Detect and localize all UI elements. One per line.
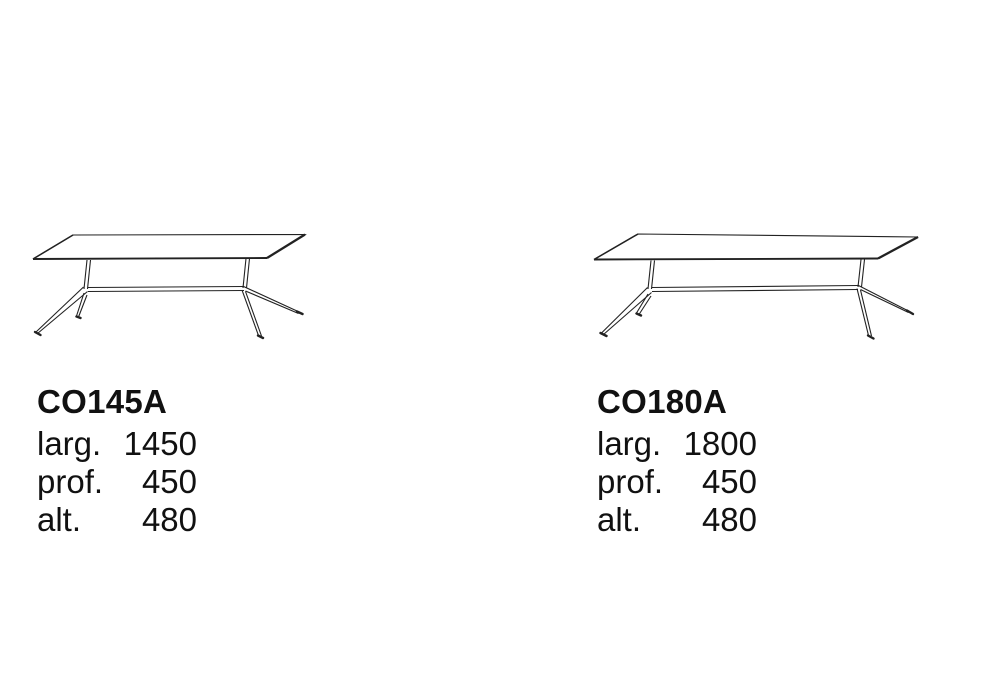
spec-block-co180a xyxy=(597,384,757,539)
dimension-label: alt. xyxy=(597,501,642,538)
low-table-wireframe-icon xyxy=(585,225,925,345)
dimension-label: larg. xyxy=(597,425,662,462)
dimension-row-height xyxy=(597,501,757,539)
dimension-row-depth xyxy=(37,463,197,501)
dimension-value: 480 xyxy=(701,501,757,538)
dimension-row-depth xyxy=(597,463,757,501)
spec-block-co145a xyxy=(37,384,197,539)
dimension-value: 1800 xyxy=(683,425,757,462)
dimension-value: 1450 xyxy=(123,425,197,462)
table-drawing-co145a xyxy=(25,225,315,345)
table-drawing-co180a xyxy=(585,225,925,345)
dimension-label: prof. xyxy=(37,463,104,500)
dimension-value: 450 xyxy=(141,463,197,500)
dimension-value: 450 xyxy=(701,463,757,500)
dimension-row-width xyxy=(597,425,757,463)
low-table-wireframe-icon xyxy=(25,225,315,345)
dimension-value: 480 xyxy=(141,501,197,538)
product-code: CO180A xyxy=(597,383,728,420)
dimension-row-height xyxy=(37,501,197,539)
dimension-label: larg. xyxy=(37,425,102,462)
product-code: CO145A xyxy=(37,383,168,420)
dimension-label: prof. xyxy=(597,463,664,500)
dimension-label: alt. xyxy=(37,501,82,538)
dimension-row-width xyxy=(37,425,197,463)
